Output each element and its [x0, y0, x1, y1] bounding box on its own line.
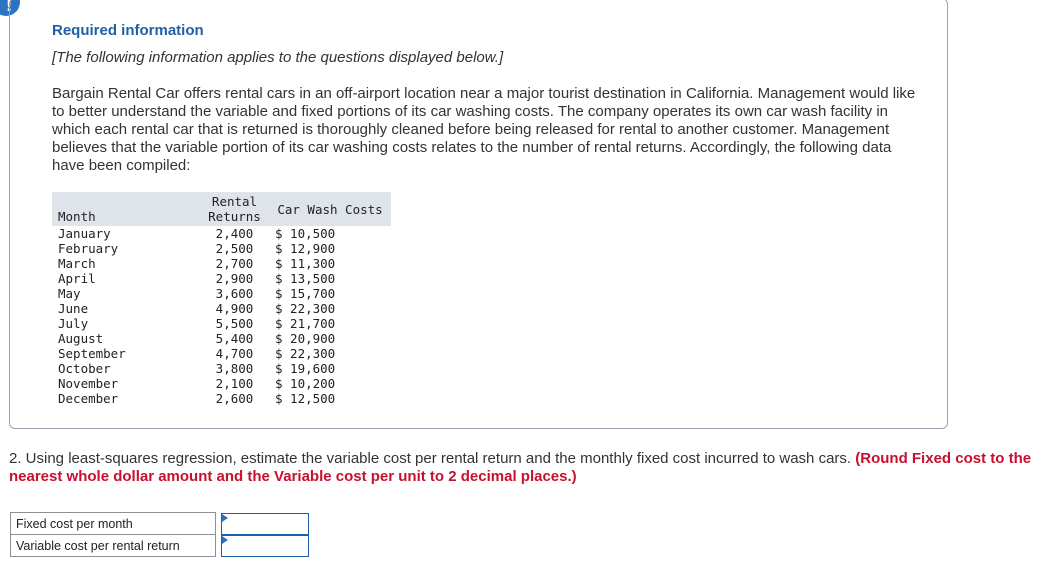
question-prompt: 2. Using least-squares regression, estimate the variable cost per rental return and the monthly fixed cost incurred to wash cars.	[9, 450, 856, 467]
car-wash-cost-cell: $ 12,900	[275, 241, 336, 256]
rental-returns-cell: 4,900	[215, 301, 254, 316]
rental-returns-header-line1: Rental	[211, 194, 258, 209]
table-row	[52, 226, 391, 241]
answer-row-variable-cost	[11, 535, 309, 557]
month-cell: June	[58, 301, 89, 316]
car-wash-cost-cell: $ 13,500	[275, 271, 336, 286]
car-wash-costs-column-header: Car Wash Costs	[269, 192, 391, 226]
car-wash-cost-cell: $ 11,300	[275, 256, 336, 271]
table-row	[52, 286, 391, 301]
car-wash-data-table	[52, 192, 391, 406]
rental-returns-cell: 3,600	[215, 286, 254, 301]
car-wash-cost-cell: $ 15,700	[275, 286, 336, 301]
month-cell: April	[58, 271, 96, 286]
question-text	[9, 450, 1054, 486]
month-cell: August	[58, 331, 104, 346]
table-row	[52, 361, 391, 376]
rental-returns-cell: 2,400	[215, 226, 254, 241]
table-row	[52, 391, 391, 406]
rental-returns-column-header	[200, 192, 269, 226]
table-row	[52, 241, 391, 256]
car-wash-cost-cell: $ 10,200	[275, 376, 336, 391]
rental-returns-cell: 5,500	[215, 316, 254, 331]
answer-flag-icon	[222, 514, 228, 522]
month-cell: February	[58, 241, 119, 256]
table-header-row	[52, 192, 391, 226]
table-row	[52, 301, 391, 316]
rental-returns-cell: 5,400	[215, 331, 254, 346]
month-cell: December	[58, 391, 119, 406]
rounding-instructions: (Round Fixed cost to the nearest whole dollar amount and the Variable cost per unit to 2 decimal places.)	[9, 450, 1032, 485]
rental-returns-cell: 2,500	[215, 241, 254, 256]
rental-returns-cell: 4,700	[215, 346, 254, 361]
month-cell: November	[58, 376, 119, 391]
info-alert-icon: !	[0, 0, 20, 16]
table-row	[52, 331, 391, 346]
car-wash-cost-cell: $ 10,500	[275, 226, 336, 241]
table-row	[52, 376, 391, 391]
table-row	[52, 271, 391, 286]
table-body	[52, 226, 391, 406]
variable-cost-input[interactable]	[221, 535, 309, 557]
required-information-title: Required information	[52, 22, 204, 39]
car-wash-cost-cell: $ 20,900	[275, 331, 336, 346]
variable-cost-label: Variable cost per rental return	[11, 535, 216, 557]
month-cell: September	[58, 346, 126, 361]
fixed-cost-label: Fixed cost per month	[11, 513, 216, 535]
month-column-header: Month	[52, 192, 200, 226]
fixed-cost-cell	[221, 513, 309, 535]
table-row	[52, 256, 391, 271]
variable-cost-cell	[221, 535, 309, 557]
month-cell: October	[58, 361, 111, 376]
answer-row-fixed-cost	[11, 513, 309, 535]
month-cell: May	[58, 286, 81, 301]
car-wash-cost-cell: $ 21,700	[275, 316, 336, 331]
car-wash-cost-cell: $ 12,500	[275, 391, 336, 406]
rental-returns-cell: 2,700	[215, 256, 254, 271]
answer-flag-icon	[222, 536, 228, 544]
table-row	[52, 346, 391, 361]
applies-note: [The following information applies to the questions displayed below.]	[52, 49, 504, 66]
intro-paragraph: Bargain Rental Car offers rental cars in an off-airport location near a major tourist destination in California. Management would like to better understand the variable and fixed portions of its car washing costs. The company operates its own car wash facility in which each rental car that is returned is thoroughly cleaned before being released for rental to another customer. Management believes that the variable portion of its car washing costs relates to the number of rental returns. Accordingly, the following data have been compiled:	[52, 85, 916, 174]
rental-returns-cell: 2,100	[215, 376, 254, 391]
month-cell: March	[58, 256, 96, 271]
month-cell: January	[58, 226, 111, 241]
car-wash-cost-cell: $ 22,300	[275, 346, 336, 361]
car-wash-cost-cell: $ 22,300	[275, 301, 336, 316]
rental-returns-cell: 2,600	[215, 391, 254, 406]
rental-returns-header-line2: Returns	[208, 209, 261, 224]
table-row	[52, 316, 391, 331]
rental-returns-cell: 3,800	[215, 361, 254, 376]
rental-returns-cell: 2,900	[215, 271, 254, 286]
fixed-cost-input[interactable]	[221, 513, 309, 535]
answer-table	[10, 512, 309, 557]
month-cell: July	[58, 316, 89, 331]
car-wash-cost-cell: $ 19,600	[275, 361, 336, 376]
